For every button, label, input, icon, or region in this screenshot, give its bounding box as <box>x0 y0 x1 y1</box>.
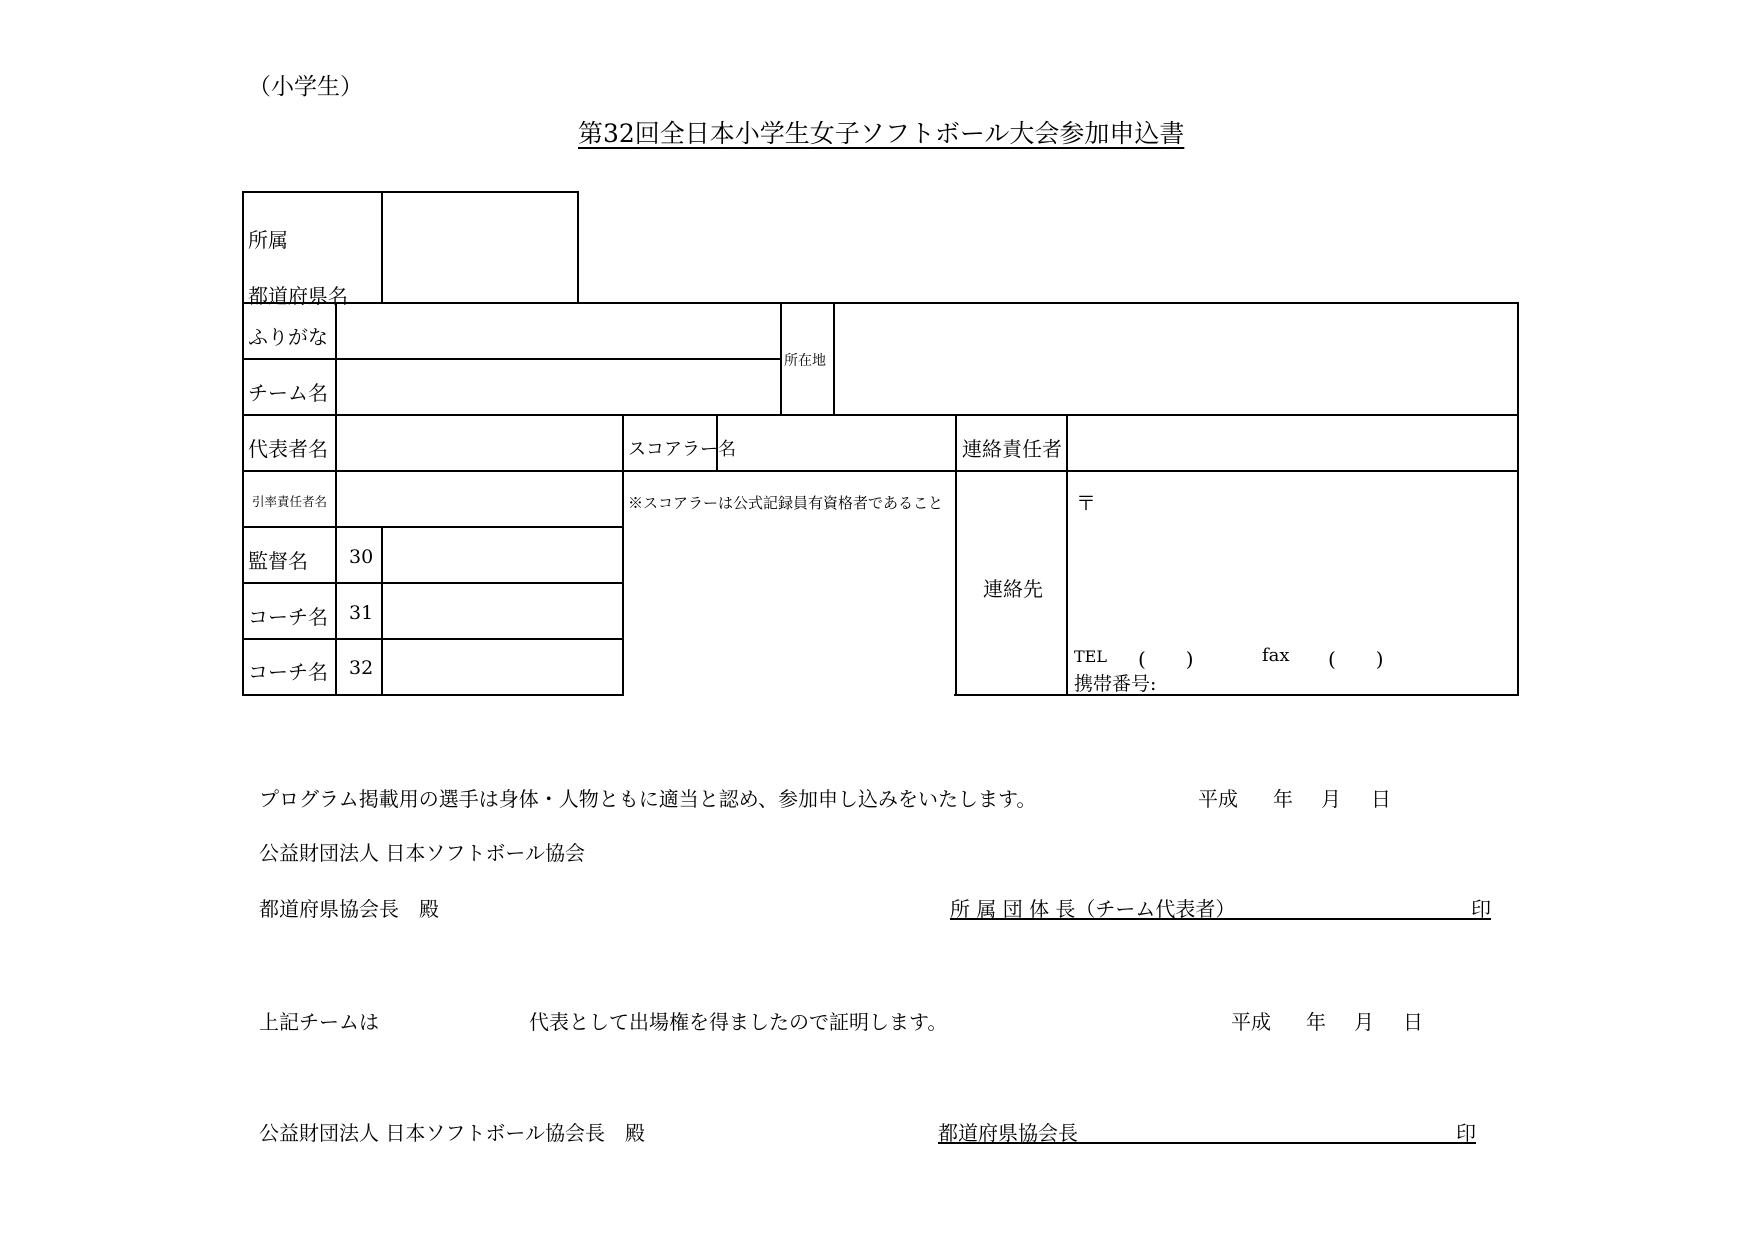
scorer-label: スコアラー名 <box>628 439 736 460</box>
declaration-signer: 所 属 団 体 長（チーム代表者） <box>950 897 1236 921</box>
tel-label: TEL <box>1074 647 1107 666</box>
contact-person-label: 連絡責任者 <box>962 437 1062 461</box>
certification-signer: 都道府県協会長 <box>938 1121 1078 1145</box>
declaration-year[interactable]: 年 <box>1273 787 1293 811</box>
coach-2-label: コーチ名 <box>248 660 328 684</box>
coach-1-number: 31 <box>349 602 374 624</box>
declaration-month[interactable]: 月 <box>1321 787 1341 811</box>
declaration-era: 平成 <box>1198 787 1238 811</box>
contact-address-field[interactable] <box>1095 473 1515 633</box>
manager-label: 監督名 <box>248 549 308 573</box>
mobile-label: 携帯番号: <box>1074 673 1157 695</box>
affiliation-label: 所属 <box>248 228 288 252</box>
scorer-note: ※スコアラーは公式記録員有資格者であること <box>628 494 944 512</box>
team-name-label: チーム名 <box>248 381 328 405</box>
form-category: （小学生） <box>248 74 363 100</box>
certification-addressee: 公益財団法人 日本ソフトボール協会長 殿 <box>259 1121 645 1145</box>
prefecture-field[interactable] <box>384 194 576 301</box>
declaration-addressee: 都道府県協会長 殿 <box>259 897 439 921</box>
certification-month[interactable]: 月 <box>1354 1010 1374 1034</box>
coach-1-label: コーチ名 <box>248 605 328 629</box>
declaration-text: プログラム掲載用の選手は身体・人物ともに適当と認め、参加申し込みをいたします。 <box>259 787 1037 811</box>
fax-label: fax <box>1262 645 1290 666</box>
certification-text: 代表として出場権を得ましたので証明します。 <box>529 1010 948 1034</box>
location-field[interactable] <box>836 305 1516 412</box>
declaration-seal: 印 <box>1471 897 1491 921</box>
certification-region-field[interactable] <box>385 1002 525 1030</box>
fax-parens[interactable]: ( ) <box>1328 647 1384 671</box>
team-name-field[interactable] <box>338 361 778 412</box>
furigana-field[interactable] <box>338 305 778 356</box>
contact-label: 連絡先 <box>983 577 1043 601</box>
certification-year[interactable]: 年 <box>1306 1010 1326 1034</box>
representative-label: 代表者名 <box>248 437 328 461</box>
certification-era: 平成 <box>1231 1010 1271 1034</box>
contact-person-field[interactable] <box>1069 417 1516 468</box>
manager-number: 30 <box>349 546 374 568</box>
scorer-field[interactable] <box>719 417 953 468</box>
certification-prefix: 上記チームは <box>259 1010 379 1034</box>
leader-label: 引率責任者名 <box>252 494 328 509</box>
postal-mark: 〒 <box>1076 491 1096 515</box>
declaration-day[interactable]: 日 <box>1371 787 1391 811</box>
certification-seal: 印 <box>1456 1121 1476 1145</box>
coach-2-number: 32 <box>349 657 374 679</box>
representative-field[interactable] <box>338 417 620 468</box>
declaration-org: 公益財団法人 日本ソフトボール協会 <box>259 841 585 865</box>
manager-field[interactable] <box>384 529 620 580</box>
coach-1-field[interactable] <box>384 585 620 636</box>
coach-2-field[interactable] <box>384 641 620 692</box>
certification-day[interactable]: 日 <box>1403 1010 1423 1034</box>
tel-parens[interactable]: ( ) <box>1138 647 1194 671</box>
leader-field[interactable] <box>338 473 620 524</box>
location-label: 所在地 <box>784 353 826 369</box>
form-title: 第32回全日本小学生女子ソフトボール大会参加申込書 <box>578 119 1185 148</box>
prefecture-label: 都道府県名 <box>248 284 348 308</box>
furigana-label: ふりがな <box>248 325 328 349</box>
